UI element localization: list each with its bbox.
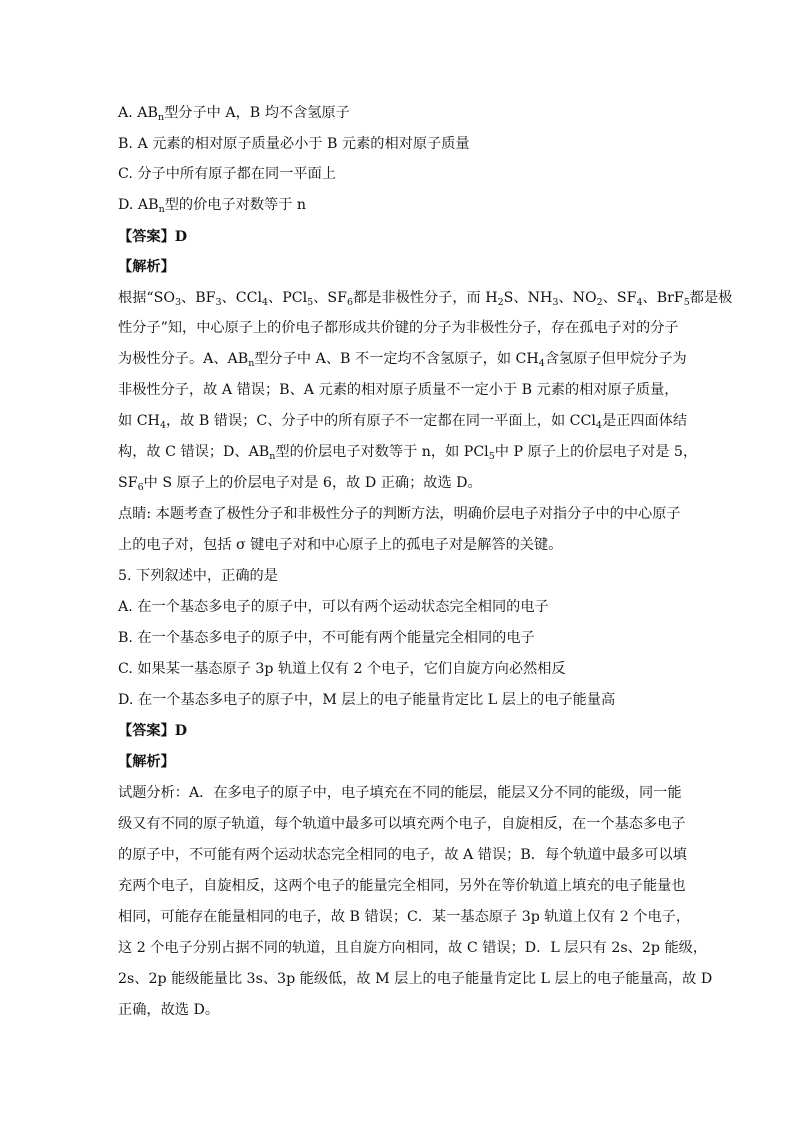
q4-answer: 【答案】D — [118, 229, 188, 245]
q4-analysis-line: 如 $CH_4$，故 B 错误；C、分子中的所有原子不一定都在同一平面上，如 CCl$_4$是正四面体结 — [118, 413, 688, 431]
q4-option-a: A. $AB_n$型分子中 A，B 均不含氢原子 — [118, 105, 350, 123]
q5-analysis-line: 2s、2p 能级能量比 3s、3p 能级低，故 M 层上的电子能量肯定比 L 层上的电子能量高，故 D — [118, 971, 713, 987]
q4-option-c: C. 分子中所有原子都在同一平面上 — [118, 166, 336, 182]
q4-comment-line: 点睛: 本题考查了极性分子和非极性分子的判断方法，明确价层电子对指分子中的中心原子 — [118, 506, 681, 522]
q5-analysis-line: 相同，可能存在能量相同的电子，故 B 错误；C．某一基态原子 3p 轨道上仅有 2 个电子， — [118, 909, 691, 925]
q5-analysis-line: 试题分析：A．在多电子的原子中，电子填充在不同的能层，能层又分不同的能级，同一能 — [118, 785, 682, 801]
q4-option-d: D. $AB_n$型的价电子对数等于 n — [118, 197, 307, 215]
q5-analysis-line: 级又有不同的原子轨道，每个轨道中最多可以填充两个电子，自旋相反，在一个基态多电子 — [118, 816, 686, 832]
q5-stem: 5. 下列叙述中，正确的是 — [118, 568, 278, 584]
q5-analysis-heading: 【解析】 — [118, 754, 175, 770]
q5-analysis-line: 这 2 个电子分别占据不同的轨道，且自旋方向相同，故 C 错误；D．L 层只有 2s、2p 能级， — [118, 940, 708, 956]
q5-answer: 【答案】D — [118, 723, 188, 739]
q5-option-d: D. 在一个基态多电子的原子中，M 层上的电子能量肯定比 L 层上的电子能量高 — [118, 692, 616, 708]
q5-analysis-line: 的原子中，不可能有两个运动状态完全相同的电子，故 A 错误；B．每个轨道中最多可以填 — [118, 847, 687, 863]
q5-option-a: A. 在一个基态多电子的原子中，可以有两个运动状态完全相同的电子 — [118, 599, 549, 615]
q5-analysis-line: 正确，故选 D。 — [118, 1002, 220, 1018]
q4-analysis-line: 为极性分子。A、$AB_n$型分子中 A、B 不一定均不含氢原子，如 $CH_4$含氢原子但甲烷分子为 — [118, 351, 687, 369]
q4-analysis-line: 性分子”知，中心原子上的价电子都形成共价键的分子为非极性分子，存在孤电子对的分子 — [118, 320, 679, 336]
q4-comment-line: 上的电子对，包括 σ 键电子对和中心原子上的孤电子对是解答的关键。 — [118, 537, 563, 553]
q4-analysis-line: $SF_6$中 S 原子上的价层电子对是 6，故 D 正确；故选 D。 — [118, 475, 482, 493]
q5-option-c: C. 如果某一基态原子 3p 轨道上仅有 2 个电子，它们自旋方向必然相反 — [118, 661, 566, 677]
q4-analysis-line: 非极性分子，故 A 错误；B、A 元素的相对原子质量不一定小于 B 元素的相对原子质量， — [118, 382, 679, 398]
q4-analysis-line: 构，故 C 错误；D、$AB_n$型的价层电子对数等于 n，如 PCl$_5$中 P 原子上的价层电子对是 5， — [118, 444, 698, 462]
q5-analysis-line: 充两个电子，自旋相反，这两个电子的能量完全相同，另外在等价轨道上填充的电子能量也 — [118, 878, 686, 894]
q4-option-b: B. A 元素的相对原子质量必小于 B 元素的相对原子质量 — [118, 136, 470, 152]
q4-analysis-heading: 【解析】 — [118, 259, 175, 275]
q5-option-b: B. 在一个基态多电子的原子中，不可能有两个能量完全相同的电子 — [118, 630, 535, 646]
q4-analysis-line: 根据“$SO_3$、$BF_3$、CCl$_4$、PCl$_5$、$SF_6$都是非极性分子，而 $H_2S$、$NH_3$、$NO_2$、$SF_4$、BrF$_5$都是极 — [118, 290, 733, 308]
